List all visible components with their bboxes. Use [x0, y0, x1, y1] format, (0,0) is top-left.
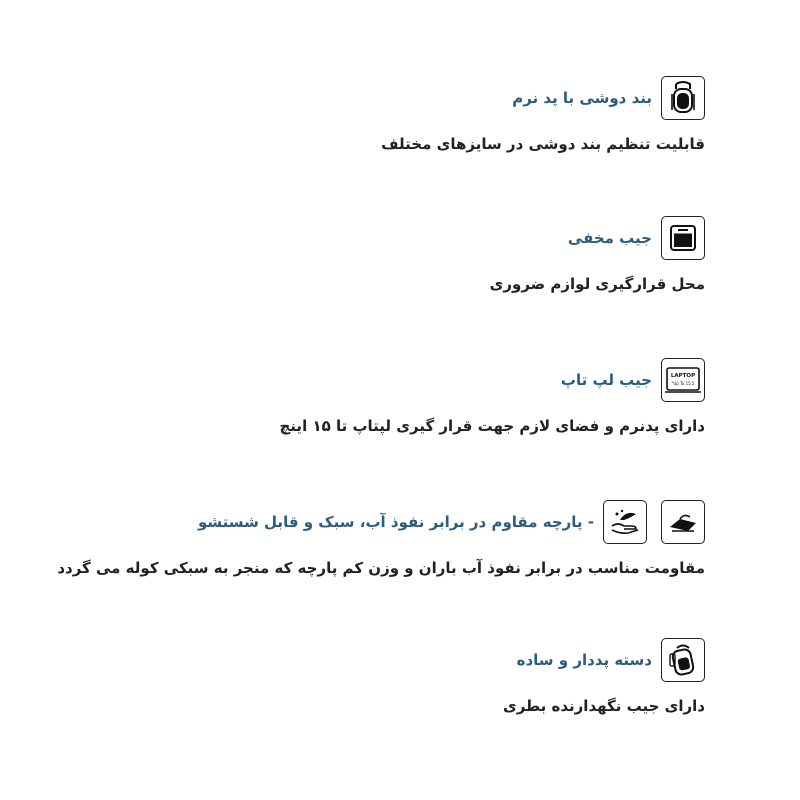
feature-title: جیب لپ تاپ — [560, 371, 652, 389]
hidden-pocket-icon — [661, 216, 705, 260]
feature-laptop-pocket — [65, 358, 705, 435]
feature-padded-handle — [65, 638, 705, 715]
bottle-pocket-icon — [661, 638, 705, 682]
laptop-pocket-icon — [661, 358, 705, 402]
feature-description: محل قرارگیری لوازم ضروری — [489, 275, 705, 293]
feature-description: دارای جیب نگهدارنده بطری — [502, 697, 705, 715]
feature-shoulder-strap — [65, 76, 705, 153]
waterproof-fabric-icon — [661, 500, 705, 544]
laptop-icon-label: LAPTOP — [670, 373, 696, 379]
feature-waterproof-fabric — [57, 500, 705, 577]
feature-title: بند دوشی با پد نرم — [512, 89, 652, 107]
backpack-strap-icon — [661, 76, 705, 120]
feature-title: - پارچه مقاوم در برابر نفوذ آب، سبک و قابل شستشو — [198, 513, 594, 531]
feature-description: قابلیت تنظیم بند دوشی در سایزهای مختلف — [381, 135, 705, 153]
feature-description: مقاومت مناسب در برابر نفوذ آب باران و وزن کم پارچه که منجر به سبکی کوله می گردد — [57, 559, 705, 577]
feature-title: جیب مخفی — [567, 229, 652, 247]
feature-hidden-pocket — [65, 216, 705, 293]
feature-title: دسته پددار و ساده — [516, 651, 652, 669]
laptop-icon-size: Up To 15.5" — [671, 381, 695, 386]
feature-description: دارای پدنرم و فضای لازم جهت قرار گیری لپتاپ تا ۱۵ اینچ — [279, 417, 705, 435]
hand-wash-icon — [603, 500, 647, 544]
